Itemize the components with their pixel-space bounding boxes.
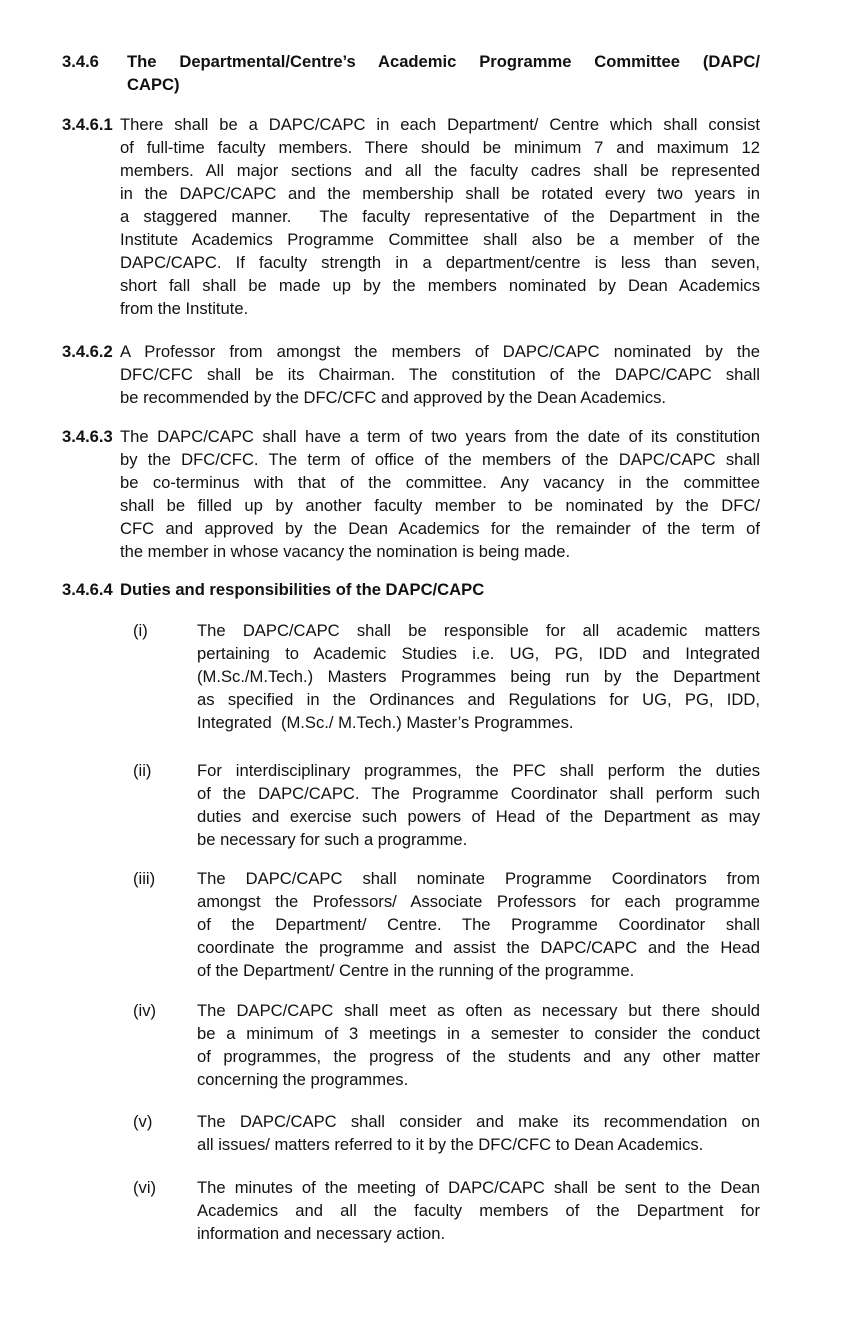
text-line: pertaining to Academic Studies i.e. UG, PG, IDD and Integrated: [197, 644, 760, 663]
text-line: shall be filled up by another faculty member to be nominated by the DFC/: [120, 496, 760, 515]
subheading-text: Duties and responsibilities of the DAPC/CAPC: [120, 580, 485, 599]
duty-text: [197, 619, 760, 734]
text-line: The DAPC/CAPC shall meet as often as necessary but there should: [197, 1001, 760, 1020]
text-line: be necessary for such a programme.: [197, 830, 468, 849]
duty-marker: (vi): [133, 1178, 157, 1197]
section-heading-text: [127, 50, 760, 96]
clause-text: [120, 425, 760, 563]
duty-text: [197, 1110, 760, 1156]
text-line: be a minimum of 3 meetings in a semester to consider the conduct: [197, 1024, 760, 1043]
text-line: by the DFC/CFC. The term of office of the members of the DAPC/CAPC shall: [120, 450, 760, 469]
clause-3-4-6-4-heading: [62, 578, 760, 601]
duty-item-iii: [133, 867, 760, 982]
duty-item-ii: [133, 759, 760, 851]
text-line: DAPC/CAPC. If faculty strength in a department/centre is less than seven,: [120, 253, 760, 272]
clause-number: 3.4.6.3: [62, 427, 113, 446]
clause-text: [120, 113, 760, 320]
clause-number: 3.4.6.1: [62, 115, 113, 134]
duty-text: [197, 867, 760, 982]
duty-item-v: [133, 1110, 760, 1156]
text-line: concerning the programmes.: [197, 1070, 409, 1089]
document-content: [62, 50, 760, 1245]
duty-marker: (iv): [133, 1001, 157, 1020]
text-line: coordinate the programme and assist the DAPC/CAPC and the Head: [197, 938, 760, 957]
text-line: amongst the Professors/ Associate Professors for each programme: [197, 892, 760, 911]
duty-marker: (iii): [133, 869, 156, 888]
text-line: members. All major sections and all the faculty cadres shall be represented: [120, 161, 760, 180]
clause-text: [120, 340, 760, 409]
text-line: (M.Sc./M.Tech.) Masters Programmes being run by the Department: [197, 667, 760, 686]
text-line: be recommended by the DFC/CFC and approved by the Dean Academics.: [120, 388, 667, 407]
duties-list: [62, 619, 760, 1245]
text-line: of programmes, the progress of the students and any other matter: [197, 1047, 760, 1066]
duty-text: [197, 759, 760, 851]
duty-marker: (i): [133, 621, 148, 640]
clause-3-4-6-2: [62, 340, 760, 409]
clause-number: 3.4.6.4: [62, 580, 113, 599]
duty-text: [197, 1176, 760, 1245]
text-line: The DAPC/CAPC shall consider and make its recommendation on: [197, 1112, 760, 1131]
text-line: of the Department/ Centre. The Programme Coordinator shall: [197, 915, 760, 934]
duty-item-vi: [133, 1176, 760, 1245]
duty-marker: (v): [133, 1112, 153, 1131]
text-line: CAPC): [127, 75, 180, 94]
duty-item-iv: [133, 999, 760, 1091]
text-line: Integrated (M.Sc./ M.Tech.) Master’s Programmes.: [197, 713, 574, 732]
text-line: Academics and all the faculty members of the Department for: [197, 1201, 760, 1220]
text-line: Institute Academics Programme Committee shall also be a member of the: [120, 230, 760, 249]
text-line: a staggered manner. The faculty representative of the Department in the: [120, 207, 760, 226]
text-line: information and necessary action.: [197, 1224, 446, 1243]
text-line: The DAPC/CAPC shall be responsible for all academic matters: [197, 621, 760, 640]
text-line: of full-time faculty members. There should be minimum 7 and maximum 12: [120, 138, 760, 157]
section-3-4-6-heading: [62, 50, 760, 96]
duty-item-i: [133, 619, 760, 734]
duty-marker: (ii): [133, 761, 152, 780]
text-line: of the Department/ Centre in the running of the programme.: [197, 961, 635, 980]
text-line: in the DAPC/CAPC and the membership shall be rotated every two years in: [120, 184, 760, 203]
text-line: CFC and approved by the Dean Academics for the remainder of the term of: [120, 519, 760, 538]
text-line: The DAPC/CAPC shall have a term of two years from the date of its constitution: [120, 427, 760, 446]
text-line: from the Institute.: [120, 299, 249, 318]
text-line: DFC/CFC shall be its Chairman. The constitution of the DAPC/CAPC shall: [120, 365, 760, 384]
text-line: as specified in the Ordinances and Regulations for UG, PG, IDD,: [197, 690, 760, 709]
text-line: short fall shall be made up by the members nominated by Dean Academics: [120, 276, 760, 295]
text-line: of the DAPC/CAPC. The Programme Coordinator shall perform such: [197, 784, 760, 803]
text-line: A Professor from amongst the members of DAPC/CAPC nominated by the: [120, 342, 760, 361]
text-line: be co-terminus with that of the committee. Any vacancy in the committee: [120, 473, 760, 492]
text-line: There shall be a DAPC/CAPC in each Department/ Centre which shall consist: [120, 115, 760, 134]
text-line: the member in whose vacancy the nomination is being made.: [120, 542, 571, 561]
text-line: The DAPC/CAPC shall nominate Programme Coordinators from: [197, 869, 760, 888]
text-line: The Departmental/Centre’s Academic Programme Committee (DAPC/: [127, 52, 760, 71]
text-line: all issues/ matters referred to it by the DFC/CFC to Dean Academics.: [197, 1135, 704, 1154]
clause-3-4-6-3: [62, 425, 760, 563]
text-line: The minutes of the meeting of DAPC/CAPC shall be sent to the Dean: [197, 1178, 760, 1197]
clause-3-4-6-1: [62, 113, 760, 320]
text-line: duties and exercise such powers of Head of the Department as may: [197, 807, 760, 826]
duty-text: [197, 999, 760, 1091]
section-number: 3.4.6: [62, 52, 99, 71]
text-line: For interdisciplinary programmes, the PFC shall perform the duties: [197, 761, 760, 780]
clause-number: 3.4.6.2: [62, 342, 113, 361]
